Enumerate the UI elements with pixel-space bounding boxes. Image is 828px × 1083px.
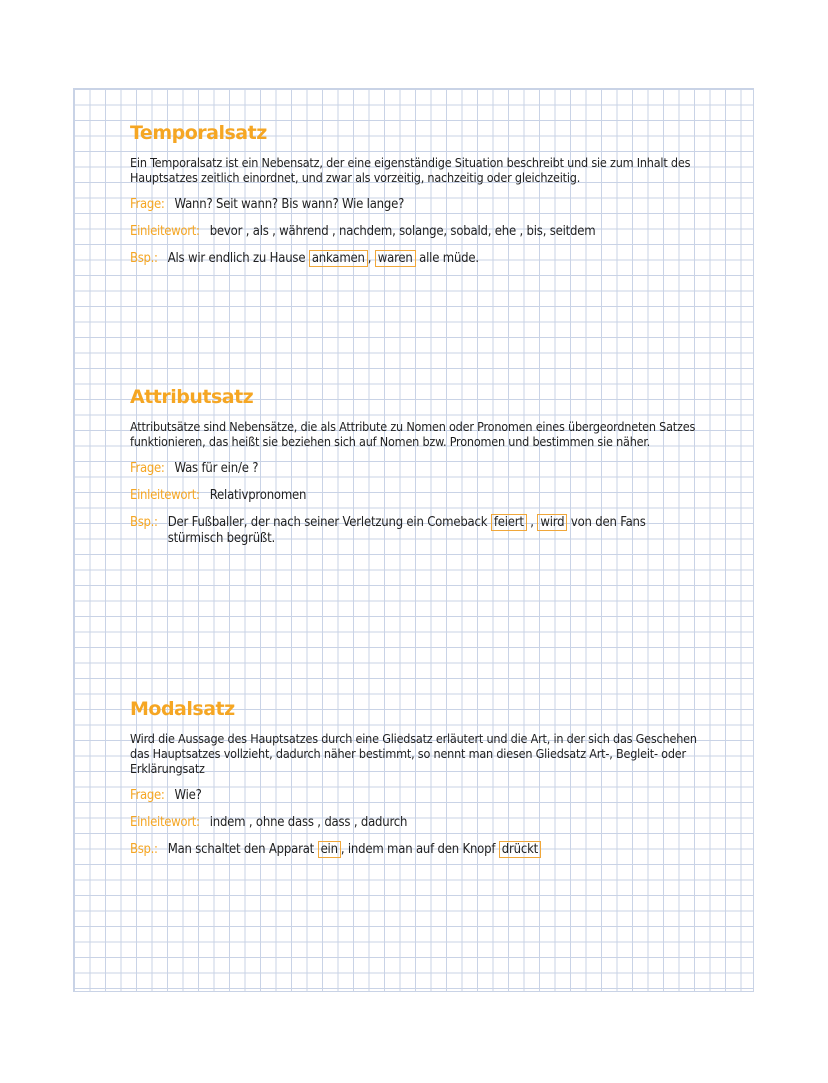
frage-row xyxy=(130,788,720,804)
einleitewort-value: Relativpronomen xyxy=(209,488,307,503)
bsp-text: Als wir endlich zu Hause xyxy=(167,251,309,266)
section-description: Wird die Aussage des Hauptsatzes durch eine Gliedsatz erläutert und die Art, in der sich das Geschehen das Hauptsatzes vollzieht, dadurch näher bestimmt, so nennt man diesen Gliedsatz Art-, Begleit- oder Erklärungsatz xyxy=(130,731,697,776)
section-description: Ein Temporalsatz ist ein Nebensatz, der eine eigenständige Situation beschreibt und sie zum Inhalt des Hauptsatzes zeitlich einordnet, und zwar als vorzeitig, nachzeitig oder gleichzeitig. xyxy=(130,155,691,185)
section-temporalsatz xyxy=(130,121,720,278)
bsp-text: , xyxy=(526,515,538,530)
section-modalsatz xyxy=(130,697,720,869)
frage-label: Frage: xyxy=(130,197,165,212)
bsp-highlight-verb: feiert xyxy=(491,514,527,531)
section-attributsatz xyxy=(130,385,720,558)
einleitewort-value: indem , ohne dass , dass , dadurch xyxy=(209,815,408,830)
bsp-text: Der Fußballer, der nach seiner Verletzung ein Comeback xyxy=(167,515,491,530)
bsp-value xyxy=(168,515,668,547)
bsp-row xyxy=(130,251,720,267)
bsp-highlight-verb: ein xyxy=(318,841,341,858)
bsp-text: , indem man auf den Knopf xyxy=(340,842,499,857)
einleitewort-label: Einleitewort: xyxy=(130,488,200,503)
bsp-text: von den Fans stürmisch begrüßt. xyxy=(167,515,646,546)
section-heading: Temporalsatz xyxy=(130,122,267,144)
bsp-label: Bsp.: xyxy=(130,515,158,530)
bsp-highlight-verb: drückt xyxy=(499,841,541,858)
section-heading: Attributsatz xyxy=(130,386,254,408)
section-description: Attributsätze sind Nebensätze, die als Attribute zu Nomen oder Pronomen eines übergeordneten Satzes funktionieren, das heißt sie beziehen sich auf Nomen bzw. Pronomen und bestimmen sie näher. xyxy=(130,419,696,449)
bsp-label: Bsp.: xyxy=(130,842,158,857)
bsp-label: Bsp.: xyxy=(130,251,158,266)
frage-value: Was für ein/e ? xyxy=(174,461,259,476)
einleitewort-row xyxy=(130,224,720,240)
einleitewort-label: Einleitewort: xyxy=(130,224,200,239)
bsp-text: Man schaltet den Apparat xyxy=(167,842,318,857)
bsp-highlight-verb: ankamen xyxy=(309,250,368,267)
section-heading: Modalsatz xyxy=(130,698,235,720)
frage-row xyxy=(130,197,720,213)
einleitewort-value: bevor , als , während , nachdem, solange, sobald, ehe , bis, seitdem xyxy=(209,224,596,239)
bsp-highlight-verb: waren xyxy=(375,250,416,267)
bsp-row xyxy=(130,515,720,547)
einleitewort-row xyxy=(130,488,720,504)
bsp-text: alle müde. xyxy=(415,251,479,266)
frage-row xyxy=(130,461,720,477)
frage-label: Frage: xyxy=(130,461,165,476)
bsp-text: , xyxy=(367,251,375,266)
bsp-highlight-verb: wird xyxy=(537,514,567,531)
bsp-row xyxy=(130,842,720,858)
bsp-value xyxy=(168,251,479,267)
frage-value: Wann? Seit wann? Bis wann? Wie lange? xyxy=(174,197,405,212)
frage-value: Wie? xyxy=(174,788,202,803)
bsp-value xyxy=(168,842,541,858)
einleitewort-label: Einleitewort: xyxy=(130,815,200,830)
frage-label: Frage: xyxy=(130,788,165,803)
einleitewort-row xyxy=(130,815,720,831)
